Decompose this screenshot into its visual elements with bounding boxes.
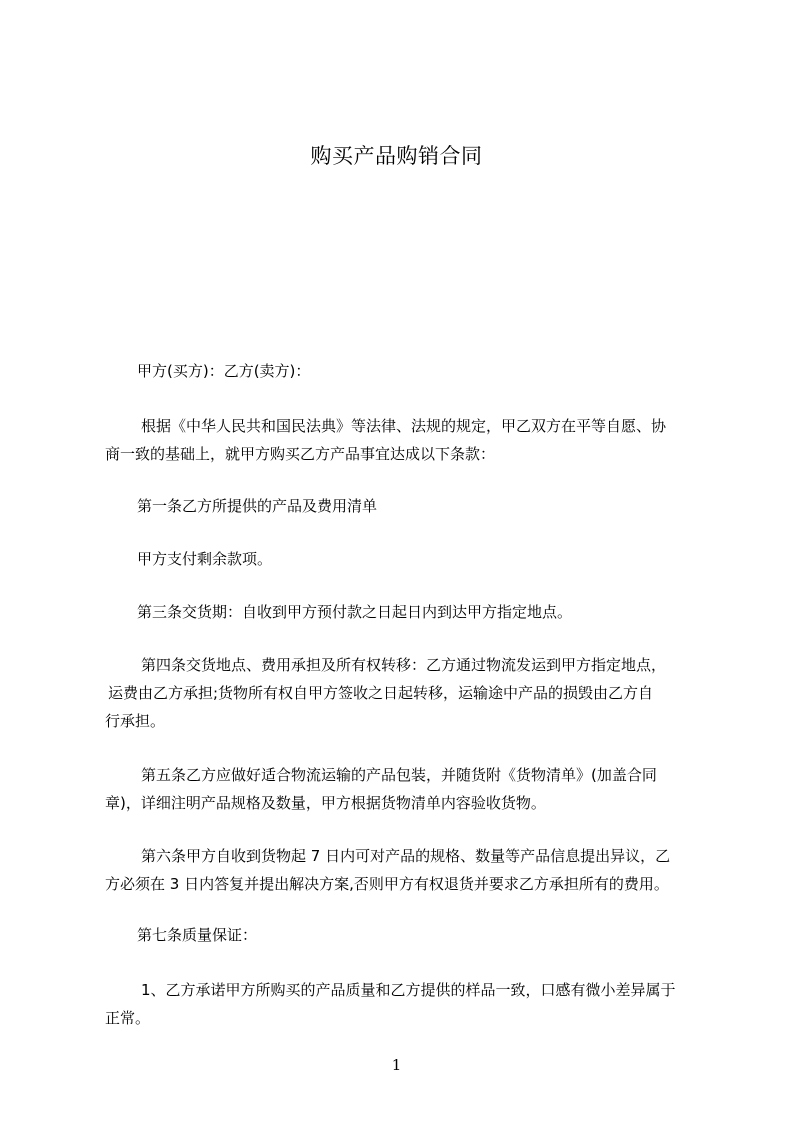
article-3 <box>105 598 711 626</box>
article-4-line-2: 运费由乙方承担;货物所有权自甲方签收之日起转移，运输途中产品的损毁由乙方自 <box>108 684 654 702</box>
article-3-text: 第三条交货期：自收到甲方预付款之日起日内到达甲方指定地点。 <box>137 603 573 621</box>
clause-1-line-2: 正常。 <box>105 1009 151 1027</box>
document-title: 购买产品购销合同 <box>310 144 483 168</box>
article-5-line-2: 章)，详细注明产品规格及数量，甲方根据货物清单内容验收货物。 <box>105 794 546 812</box>
article-6 <box>105 842 711 898</box>
article-7-text: 第七条质量保证： <box>137 926 258 944</box>
article-4-line-1: 第四条交货地点、费用承担及所有权转移：乙方通过物流发运到甲方指定地点， <box>141 656 667 674</box>
preamble-line-1: 根据《中华人民共和国民法典》等法律、法规的规定，甲乙双方在平等自愿、协 <box>141 417 667 435</box>
article-5 <box>105 761 711 817</box>
preamble-line-2: 商一致的基础上，就甲方购买乙方产品事宜达成以下条款： <box>105 445 496 463</box>
article-4-line-3: 行承担。 <box>105 712 166 730</box>
page-number: 1 <box>391 1056 402 1074</box>
article-5-line-1: 第五条乙方应做好适合物流运输的产品包装，并随货附《货物清单》(加盖合同 <box>141 766 657 784</box>
clause-1 <box>105 976 711 1032</box>
parties-text: 甲方(买方)：乙方(卖方)： <box>137 362 311 380</box>
article-7 <box>105 921 711 949</box>
article-4 <box>105 651 711 735</box>
article-1 <box>105 492 711 520</box>
article-6-line-1: 第六条甲方自收到货物起 7 日内可对产品的规格、数量等产品信息提出异议，乙 <box>141 847 671 865</box>
article-1-text: 第一条乙方所提供的产品及费用清单 <box>137 497 378 515</box>
clause-1-line-1: 1、乙方承诺甲方所购买的产品质量和乙方提供的样品一致，口感有微小差异属于 <box>141 981 676 999</box>
preamble-paragraph <box>105 412 711 468</box>
article-6-line-2: 方必须在 3 日内答复并提出解决方案,否则甲方有权退货并要求乙方承担所有的费用。 <box>105 875 669 893</box>
payment-text: 甲方支付剩余款项。 <box>137 550 273 568</box>
parties-line <box>105 357 711 385</box>
payment-line <box>105 545 711 573</box>
